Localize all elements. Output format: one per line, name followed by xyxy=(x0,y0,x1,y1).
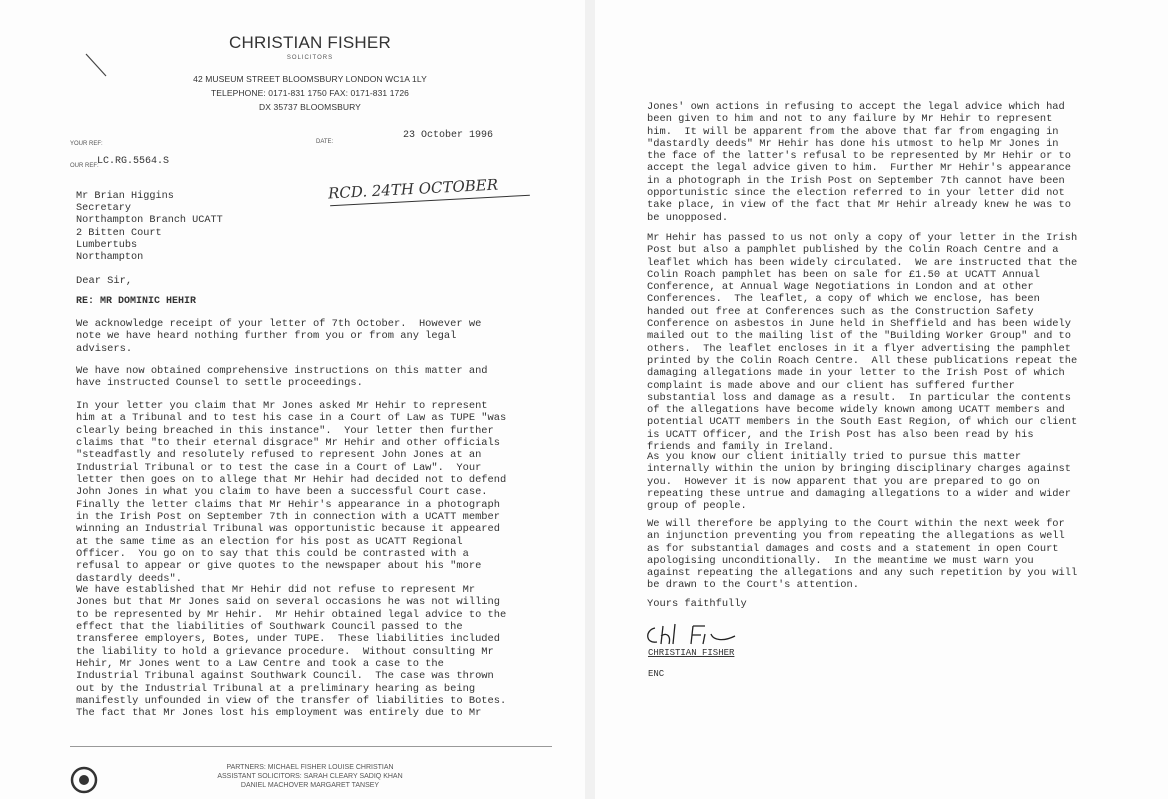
footer-assistants-2: DANIEL MACHOVER MARGARET TANSEY xyxy=(240,782,380,789)
page-gutter xyxy=(585,0,595,799)
subject-line: RE: MR DOMINIC HEHIR xyxy=(76,296,197,307)
law-society-logo-icon xyxy=(70,764,98,794)
our-ref-label: OUR REF: xyxy=(70,163,99,169)
paragraph-internal: As you know our client initially tried to pursue this matter internally within the union by bringing disciplinary charges against you. However it is now apparent that you are prepared to go on repeating these untrue and damaging allegations to a wider and wider group of people. xyxy=(647,451,1072,513)
signatory-name: CHRISTIAN FISHER xyxy=(648,648,735,658)
firm-name: CHRISTIAN FISHER xyxy=(229,33,391,52)
recipient-line: Northampton xyxy=(76,252,144,264)
paragraph-instructions: We have now obtained comprehensive instructions on this matter and have instructed Counsel to settle proceedings. xyxy=(76,365,488,390)
date-value: 23 October 1996 xyxy=(403,130,494,141)
recipient-address xyxy=(76,191,223,264)
footer-assistants: ASSISTANT SOLICITORS: SARAH CLEARY SADIQ KHAN xyxy=(217,773,403,780)
firm-address: 42 MUSEUM STREET BLOOMSBURY LONDON WC1A 1LY xyxy=(193,74,427,84)
enclosure-marker: ENC xyxy=(648,669,665,679)
firm-subtitle: SOLICITORS xyxy=(286,55,334,61)
closing: Yours faithfully xyxy=(647,598,747,610)
salutation: Dear Sir, xyxy=(76,275,133,287)
received-stamp: RCD. 24TH OCTOBER xyxy=(327,175,499,203)
recipient-line: Northampton Branch UCATT xyxy=(76,215,223,227)
our-ref-value: LC.RG.5564.S xyxy=(97,156,170,167)
recipient-line: Lumbertubs xyxy=(76,239,138,251)
firm-phone: TELEPHONE: 0171-831 1750 FAX: 0171-831 1726 xyxy=(210,88,410,98)
paragraph-acknowledge: We acknowledge receipt of your letter of 7th October. However we note we have heard nothing further from you or from any legal advisers. xyxy=(76,318,482,355)
paragraph-established: We have established that Mr Hehir did not refuse to represent Mr Jones but that Mr Jones said on several occasions he was not willing to be represented by Mr Hehir. Mr Hehir obtained legal advice to the effect that the liabilities of Southwark Council passed to the transferee employers, Botes, under TUPE. These liabilities included the liability to hold a grievance procedure. Without consulting Mr Hehir, Mr Jones went to a Law Centre and took a case to the Industrial Tribunal against Southwark Council. The case was thrown out by the Industrial Tribunal at a preliminary hearing as being manifestly unfounded in view of the transfer of liabilities to Botes. The fact that Mr Jones lost his employment was entirely due to Mr xyxy=(76,584,507,720)
paragraph-continuation: Jones' own actions in refusing to accept the legal advice which had been given to him and not to any failure by Mr Hehir to represent him. It will be apparent from the above that far from engaging in "dastardly deeds" Mr Hehir has done his utmost to help Mr Jones in the face of the latter's refusal to be represented by Mr Hehir or to accept the legal advice given to him. Further Mr Hehir's appearance in a photograph in the Irish Post on September 7th cannot have been opportunistic since the election referred to in your letter did not take place, in view of the fact that Mr Hehir already knew he was to be unopposed. xyxy=(647,101,1072,224)
footer-divider xyxy=(70,746,552,747)
recipient-line: Secretary xyxy=(76,203,132,215)
recipient-line: 2 Bitten Court xyxy=(76,227,162,239)
firm-dx: DX 35737 BLOOMSBURY xyxy=(259,102,361,112)
footer-partners: PARTNERS: MICHAEL FISHER LOUISE CHRISTIAN xyxy=(226,764,394,771)
date-label: DATE: xyxy=(316,139,334,145)
your-ref-label: YOUR REF: xyxy=(70,141,103,147)
paragraph-publications: Mr Hehir has passed to us not only a copy of your letter in the Irish Post but also a pamphlet published by the Colin Roach Centre and a leaflet which has been widely circulated. We are instructed that the Colin Roach pamphlet has been on sale for £1.50 at UCATT Annual Conference, at Annual Wage Negotiations in London and at other Conferences. The leaflet, a copy of which we enclose, has been handed out free at Conferences such as the Construction Safety Conference on asbestos in June held in Sheffield and has been widely mailed out to the mailing list of the "Building Worker Group" and to others. The leaflet encloses in it a flyer advertising the pamphlet printed by the Colin Roach Centre. All these publications repeat the damaging allegations made in your letter to the Irish Post of which complaint is made above and our client has suffered further substantial loss and damage as a result. In particular the contents of the allegations have become widely known among UCATT members and potential UCATT members in the South East Region, of which our client is UCATT Officer, and the Irish Post has also been read by his friends and family in Ireland. xyxy=(647,232,1078,454)
letter-page-2 xyxy=(595,0,1168,799)
paragraph-claims: In your letter you claim that Mr Jones asked Mr Hehir to represent him at a Tribunal and to test his case in a Court of Law as TUPE "was clearly being breached in this instance". Your letter then further claims that "to their eternal disgrace" Mr Hehir and other officials "steadfastly and resolutely refused to represent John Jones at an Industrial Tribunal or to test the case in a Court of Law". Your letter then goes on to allege that Mr Hehir had decided not to defend John Jones in what you claim to have been a successful Court case. Finally the letter claims that Mr Hehir's appearance in a photograph in the Irish Post on September 7th in connection with a UCATT member winning an Industrial Tribunal was opportunistic because it appeared at the same time as an election for his post as UCATT Regional Officer. You go on to say that this could be contrasted with a refusal to appear or give quotes to the newspaper about his "more dastardly deeds". xyxy=(76,400,507,585)
paragraph-injunction: We will therefore be applying to the Court within the next week for an injunction preventing you from repeating the allegations as well as for substantial damages and costs and a statement in open Court apologising unconditionally. In the meantime we must warn you against repeating the allegations and any such repetition by you will be drawn to the Court's attention. xyxy=(647,518,1078,592)
signature xyxy=(643,620,773,650)
recipient-line: Mr Brian Higgins xyxy=(76,191,174,202)
